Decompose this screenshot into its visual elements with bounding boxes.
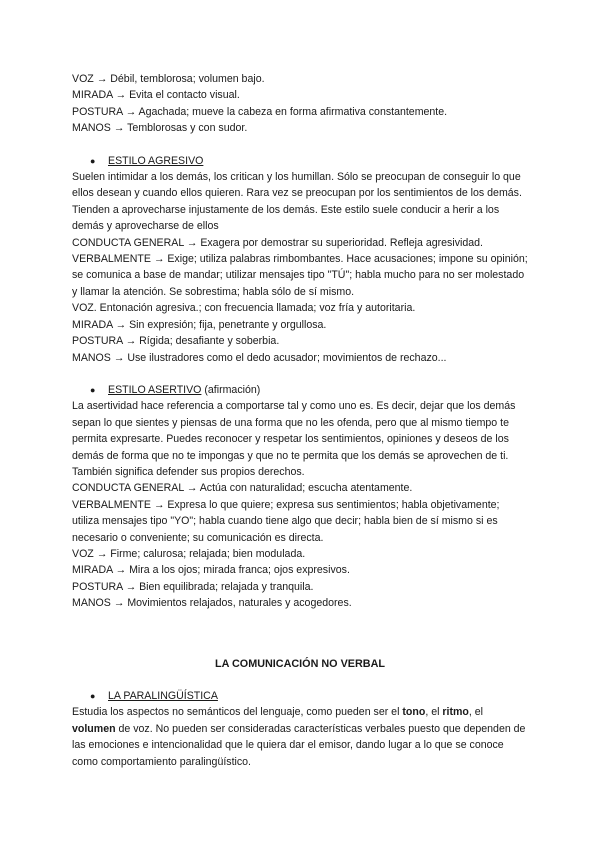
text-line: MANOS → Use ilustradores como el dedo acusador; movimientos de rechazo... xyxy=(72,351,447,364)
text-line: VOZ. Entonación agresiva.; con frecuencia llamada; voz fría y autoritaria. xyxy=(72,302,416,315)
bullet-paralinguistica xyxy=(90,688,528,704)
page-section-title: LA COMUNICACIÓN NO VERBAL xyxy=(215,657,385,670)
bullet-dot-icon: ● xyxy=(90,691,96,701)
section-heading-suffix: (afirmación) xyxy=(201,383,261,396)
text-line: VOZ → Débil, temblorosa; volumen bajo. xyxy=(72,73,265,85)
document-page xyxy=(72,71,528,770)
paragraph: Estudia los aspectos no semánticos del lenguaje, como pueden ser el tono, el ritmo, el volumen de voz. No pueden ser consideradas características verbales puesto que dependen de las emociones e intencionalidad que le quiera dar el emisor, dando lugar a lo que se conoce como comportamiento paralingüístico. xyxy=(72,706,526,768)
bullet-estilo-agresivo xyxy=(90,153,528,169)
section-heading: ESTILO ASERTIVO xyxy=(108,383,202,396)
bold-term: volumen xyxy=(72,722,116,735)
text-line: CONDUCTA GENERAL → Exagera por demostrar su superioridad. Refleja agresividad. xyxy=(72,236,483,249)
text-line: POSTURA → Rígida; desafiante y soberbia. xyxy=(72,335,280,348)
text-line: POSTURA → Bien equilibrada; relajada y tranquila. xyxy=(72,580,314,593)
paragraph: Suelen intimidar a los demás, los critican y los humillan. Sólo se preocupan de conseguir lo que ellos desean y cuando ellos quieren. Rara vez se preocupan por los sentimientos de los demás. Tienden a aprovecharse injustamente de los demás. Este estilo suele conducir a herir a los demás y aprovecharse de ellos xyxy=(72,171,522,233)
paragraph: La asertividad hace referencia a comportarse tal y como uno es. Es decir, dejar que los demás sepan lo que sientes y piensas de una forma que no les ofenda, pero que al mismo tiempo te permita expresarte. Puedes reconocer y respetar los sentimientos, opiniones y deseos de los demás de forma que no te impongas y que no te permita que los demás se aprovechen de ti. También significa defender sus propios derechos. xyxy=(72,400,516,478)
text-line: VOZ → Firme; calurosa; relajada; bien modulada. xyxy=(72,547,306,560)
bullet-dot-icon: ● xyxy=(90,155,96,166)
text-line: VERBALMENTE → Exige; utiliza palabras rimbombantes. Hace acusaciones; impone su opinión; se comunica a base de mandar; utilizar mensajes tipo "TÚ"; habla mucho para no ser molestado y llamar la atención. Se sobrestima; habla sólo de sí mismo. xyxy=(72,253,528,298)
text-line: MIRADA → Mira a los ojos; mirada franca; ojos expresivos. xyxy=(72,564,350,577)
section-heading: ESTILO AGRESIVO xyxy=(108,154,204,167)
bullet-dot-icon: ● xyxy=(90,384,96,395)
text-line: POSTURA → Agachada; mueve la cabeza en forma afirmativa constantemente. xyxy=(72,105,448,118)
text-line: CONDUCTA GENERAL → Actúa con naturalidad; escucha atentamente. xyxy=(72,482,413,495)
bold-term: tono xyxy=(402,706,426,719)
text-line: MIRADA → Sin expresión; fija, penetrante y orgullosa. xyxy=(72,318,327,331)
section-heading: LA PARALINGÜÍSTICA xyxy=(108,690,218,702)
bullet-estilo-asertivo xyxy=(90,382,528,398)
text-line: VERBALMENTE → Expresa lo que quiere; expresa sus sentimientos; habla objetivamente; utiliza mensajes tipo "YO"; habla cuando tiene algo que decir; habla bien de sí mismo si es necesario o conveniente; su comunicación es directa. xyxy=(72,498,500,544)
text-line: MIRADA → Evita el contacto visual. xyxy=(72,89,240,102)
text-line: MANOS → Movimientos relajados, naturales y acogedores. xyxy=(72,597,352,610)
text-line: MANOS → Temblorosas y con sudor. xyxy=(72,122,248,135)
bold-term: ritmo xyxy=(442,706,469,719)
